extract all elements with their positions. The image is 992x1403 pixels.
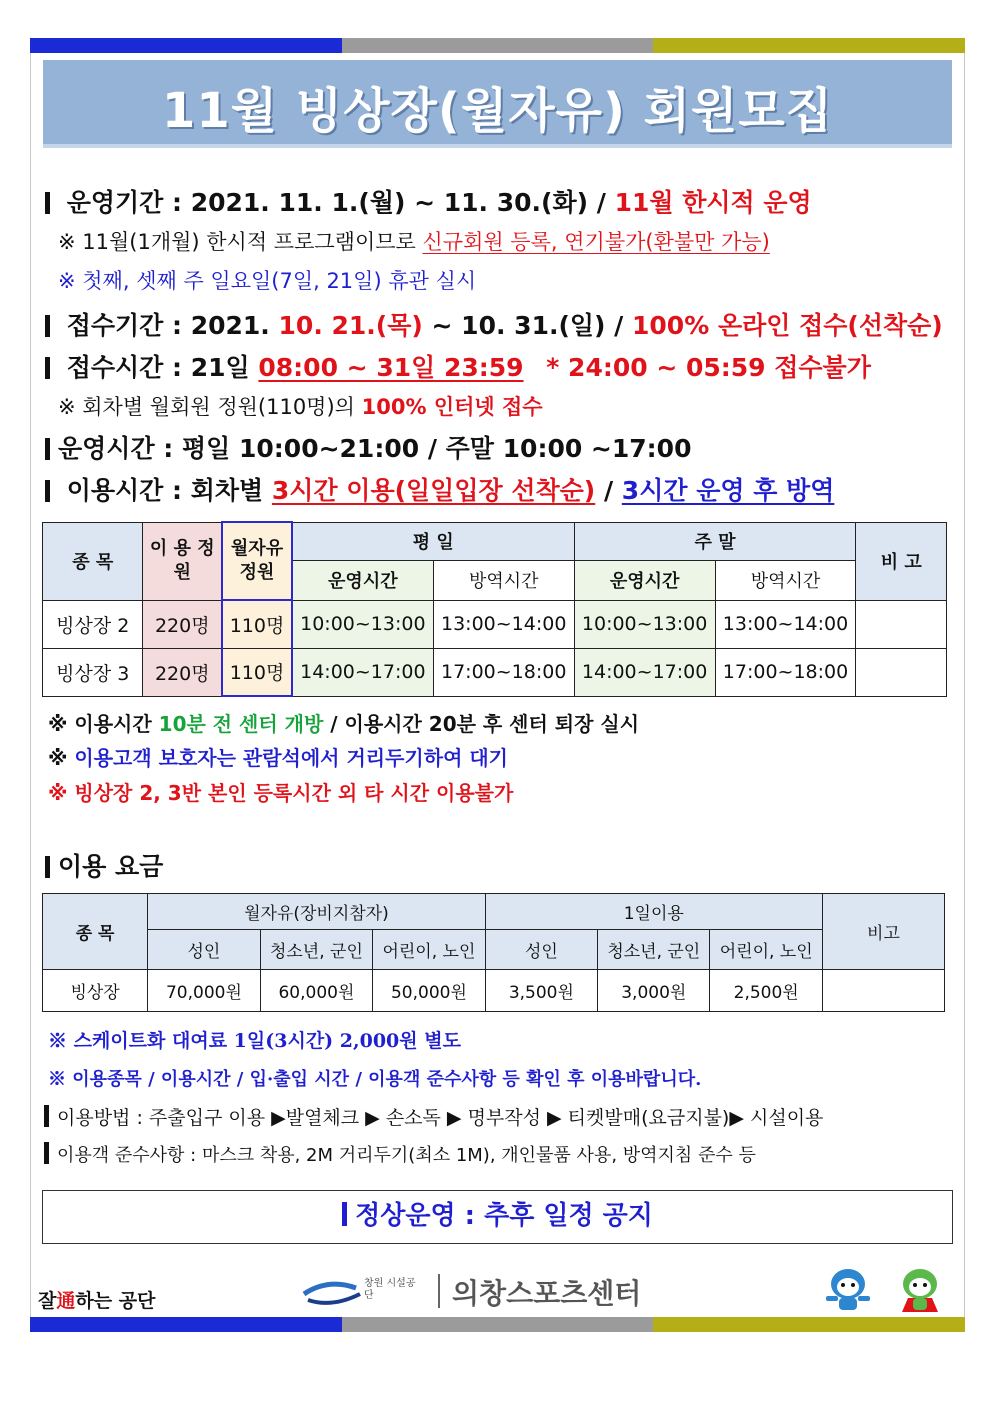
title-banner [43, 60, 952, 148]
note-center-open: ※ 이용시간 10분 전 센터 개방 / 이용시간 20분 후 센터 퇴장 실시 [48, 712, 640, 736]
note-check-rules: ※ 이용종목 / 이용시간 / 입·출입 시간 / 이용객 준수사항 등 확인 후 이용바랍니다. [48, 1069, 702, 1090]
org-small-name: 창원 시설공단 [364, 1278, 416, 1301]
col-monthly: 월자유 정원 [222, 522, 292, 600]
fee-table: 종 목 월자유(장비지참자) 1일이용 비고 성인 청소년, 군인 어린이, 노인 성인 청소년, 군인 어린이, 노인 빙상장 70,000원 60,000원 50,000원 3,500원 3,000원 2,500원 [42, 893, 945, 1012]
registration-period: 접수기간 : 2021. 10. 21.(목) ~ 10. 31.(일) / 100% 온라인 접수(선착순) [45, 306, 943, 342]
col-we-oper: 운영시간 [574, 560, 715, 600]
col-remark: 비 고 [856, 522, 947, 600]
poster-frame [30, 38, 965, 1332]
note-refund: ※ 11월(1개월) 한시적 프로그램이므로 신규회원 등록, 연기불가(환불만 가능) [58, 230, 770, 254]
center-name: 의창스포츠센터 [452, 1277, 642, 1310]
col-item: 종 목 [43, 522, 143, 600]
page-title: 11월 빙상장(월자유) 회원모집 [161, 83, 834, 139]
bottom-color-stripe [30, 1317, 965, 1332]
note-closed-days: ※ 첫째, 셋째 주 일요일(7일, 21일) 휴관 실시 [58, 269, 477, 293]
fee-col-remark: 비고 [822, 894, 944, 970]
right-border [964, 53, 965, 1317]
schedule-table [42, 521, 947, 697]
notice-text: 정상운영 : 추후 일정 공지 [355, 1201, 653, 1231]
usage-method: 이용방법 : 주출입구 이용 ▶발열체크 ▶ 손소독 ▶ 명부작성 ▶ 티켓발매(요금지불)▶ 시설이용 [44, 1103, 823, 1130]
visitor-rules: 이용객 준수사항 : 마스크 착용, 2M 거리두기(최소 1M), 개인물품 사용, 방역지침 준수 등 [44, 1141, 756, 1167]
fee-heading: 이용 요금 [45, 847, 163, 883]
slogan: 잘通하는 공단 [38, 1290, 156, 1312]
col-weekday: 평 일 [292, 522, 574, 560]
fee-col-monthly: 월자유(장비지참자) [148, 894, 486, 930]
corporation-logo-icon [298, 1272, 368, 1312]
table-row: 빙상장 70,000원 60,000원 50,000원 3,500원 3,000원 2,500원 [43, 970, 945, 1012]
notice-box [42, 1190, 953, 1244]
table-row: 빙상장 2 220명 110명 10:00~13:00 13:00~14:00 10:00~13:00 13:00~14:00 [43, 600, 947, 648]
table-row: 빙상장 3 220명 110명 14:00~17:00 17:00~18:00 14:00~17:00 17:00~18:00 [43, 648, 947, 696]
operation-period: 운영기간 : 2021. 11. 1.(월) ~ 11. 30.(화) / 11월 한시적 운영 [45, 183, 812, 219]
operation-hours: 운영시간 : 평일 10:00~21:00 / 주말 10:00 ~17:00 [45, 429, 691, 465]
mascot-green-icon [892, 1266, 948, 1314]
col-capacity: 이 용 정 원 [143, 522, 222, 600]
col-weekend: 주 말 [574, 522, 856, 560]
note-internet: ※ 회차별 월회원 정원(110명)의 100% 인터넷 접수 [58, 395, 543, 419]
left-border [30, 53, 31, 1317]
note-restriction: ※ 빙상장 2, 3반 본인 등록시간 외 타 시간 이용불가 [48, 781, 514, 805]
col-wd-dis: 방역시간 [433, 560, 574, 600]
top-color-stripe [30, 38, 965, 53]
note-guardian: ※ 이용고객 보호자는 관람석에서 거리두기하여 대기 [48, 746, 508, 770]
usage-time: 이용시간 : 회차별 3시간 이용(일일입장 선착순) / 3시간 운영 후 방역 [45, 471, 834, 507]
center-logo [298, 1272, 728, 1312]
period-note: 11월 한시적 운영 [614, 188, 812, 217]
col-we-dis: 방역시간 [715, 560, 856, 600]
fee-col-daily: 1일이용 [485, 894, 822, 930]
col-wd-oper: 운영시간 [292, 560, 433, 600]
mascot-blue-icon [820, 1266, 876, 1314]
note-skate-rental: ※ 스케이트화 대여료 1일(3시간) 2,000원 별도 [48, 1030, 461, 1052]
fee-col-item: 종 목 [43, 894, 148, 970]
registration-time: 접수시간 : 21일 08:00 ~ 31일 23:59 * 24:00 ~ 05:59 접수불가 [45, 348, 871, 384]
